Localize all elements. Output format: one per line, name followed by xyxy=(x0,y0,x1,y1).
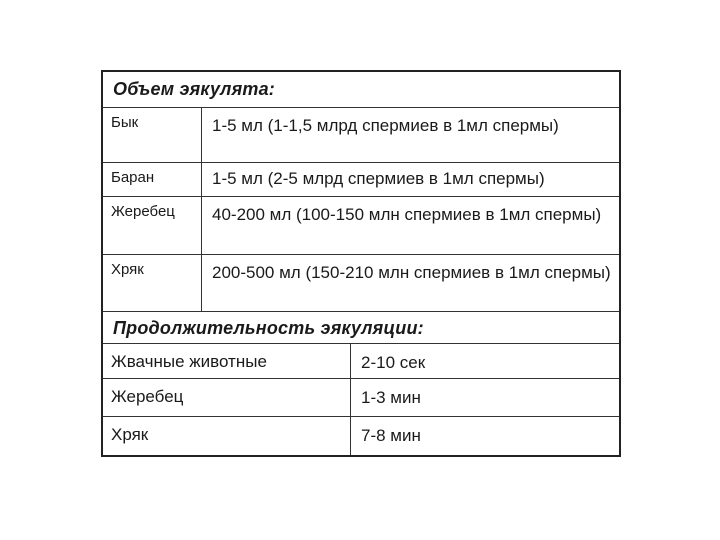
volume-section xyxy=(103,108,619,311)
animal-name-cell: Жеребец xyxy=(103,197,202,254)
animal-name-cell: Хряк xyxy=(103,417,351,455)
duration-value-cell: 2-10 сек xyxy=(361,353,426,372)
volume-value-cell: 200-500 мл (150-210 млн спермиев в 1мл спермы) xyxy=(212,263,611,282)
table-row xyxy=(103,197,619,255)
animal-name-cell: Баран xyxy=(103,163,202,196)
ejaculate-table xyxy=(101,70,621,457)
duration-value-cell: 7-8 мин xyxy=(361,426,421,445)
duration-value-cell: 1-3 мин xyxy=(361,388,421,407)
volume-value-cell: 1-5 мл (2-5 млрд спермиев в 1мл спермы) xyxy=(212,169,545,188)
animal-name-cell: Бык xyxy=(103,108,202,162)
animal-name-cell: Хряк xyxy=(103,255,202,311)
table-row xyxy=(103,255,619,311)
duration-section-title: Продолжительность эякуляции: xyxy=(103,311,619,344)
animal-name-cell: Жвачные животные xyxy=(103,344,351,378)
table-row xyxy=(103,108,619,163)
table-row xyxy=(103,163,619,197)
volume-value-cell: 40-200 мл (100-150 млн спермиев в 1мл спермы) xyxy=(212,205,602,224)
duration-section xyxy=(103,344,619,455)
table-row xyxy=(103,379,619,417)
volume-section-title: Объем эякулята: xyxy=(103,72,619,108)
volume-value-cell: 1-5 мл (1-1,5 млрд спермиев в 1мл спермы) xyxy=(212,116,559,135)
animal-name-cell: Жеребец xyxy=(103,379,351,416)
table-row xyxy=(103,344,619,379)
table-row xyxy=(103,417,619,455)
